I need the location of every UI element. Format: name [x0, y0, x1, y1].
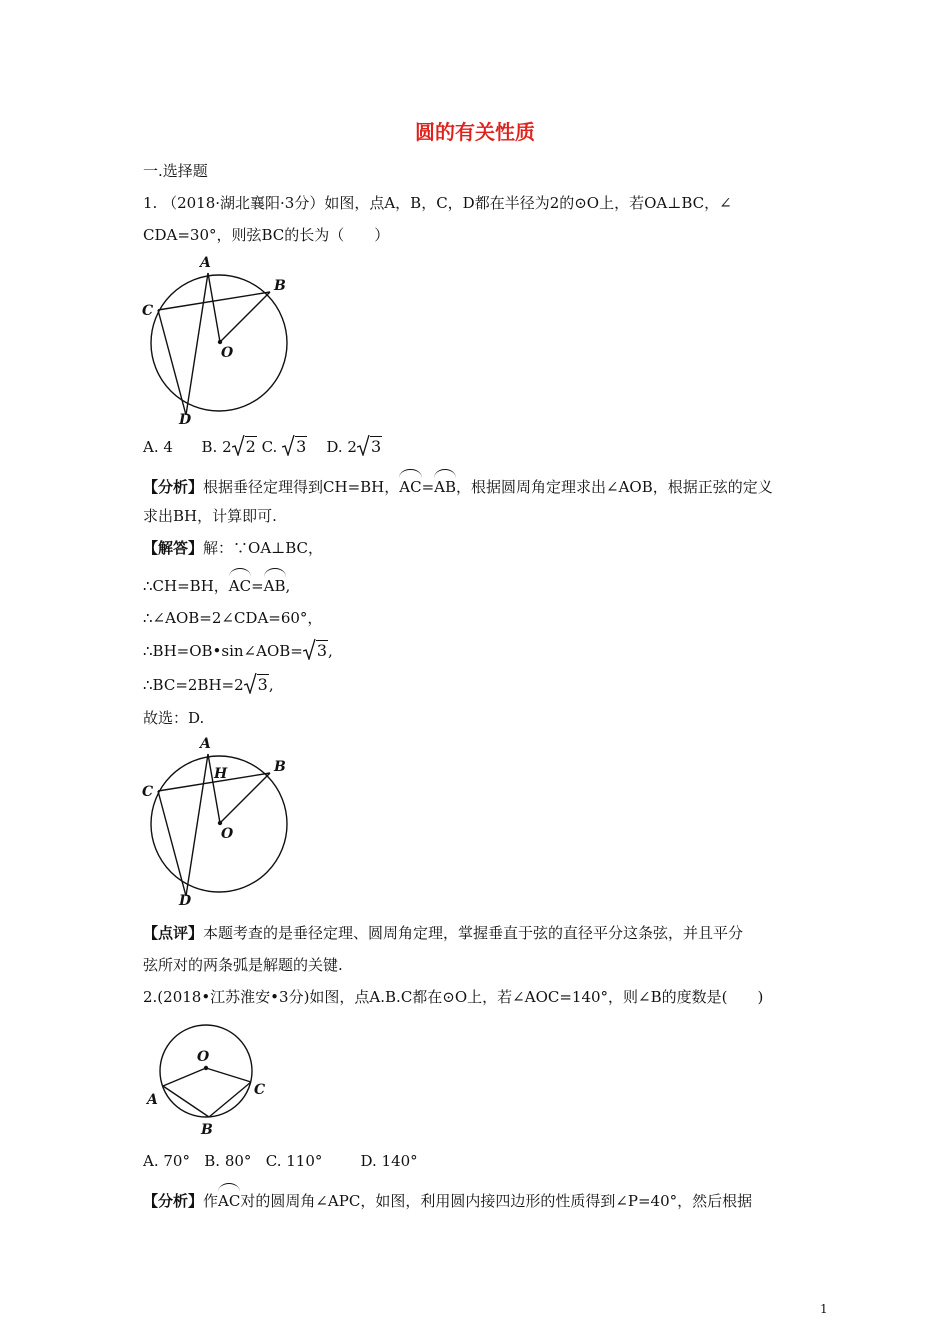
q1-sol-label-c: C: [142, 784, 154, 800]
q1-solution-line5: ∴BC=2BH=2 3,: [143, 674, 274, 696]
q1-sol-label-h: H: [214, 766, 228, 782]
q1-sol-label-o: O: [221, 826, 234, 842]
analysis-tag: 【分析】: [143, 1192, 204, 1210]
q1-options: [143, 436, 382, 458]
arc-ab: AB: [434, 473, 456, 498]
page-title: 圆的有关性质: [415, 120, 535, 144]
q1-option-c: C.: [261, 438, 278, 456]
q2-option-b: B. 80°: [204, 1152, 252, 1170]
q2-label-a: A: [147, 1092, 158, 1108]
arc-ac: AC: [218, 1187, 240, 1212]
arc-ac: AC: [229, 572, 251, 597]
radical-sign-icon: [282, 434, 295, 456]
sqrt-3: 3: [303, 640, 328, 662]
q1-comment-line1: 【点评】本题考查的是垂径定理、圆周角定理，掌握垂直于弦的直径平分这条弦，并且平分: [143, 924, 744, 942]
sqrt-2: 2: [232, 436, 257, 458]
page-number: 1: [820, 1302, 828, 1316]
q1-label-a: A: [200, 255, 211, 271]
radical-sign-icon: [357, 434, 370, 456]
radical-sign-icon: [232, 434, 245, 456]
q1-option-d: D. 2: [326, 438, 357, 456]
q2-option-d: D. 140°: [360, 1152, 418, 1170]
q1-solution-figure: [138, 733, 298, 913]
section-heading: 一.选择题: [143, 162, 208, 180]
q1-label-c: C: [142, 303, 154, 319]
q2-label-c: C: [254, 1082, 266, 1098]
q1-figure: [138, 252, 298, 432]
radical-sign-icon: [303, 638, 316, 660]
q1-stem-line2: CDA=30°，则弦BC的长为（ ）: [143, 226, 390, 244]
q1-solution-line4: ∴BH=OB•sin∠AOB= 3,: [143, 640, 333, 662]
q2-analysis-line1: 【分析】作AC对的圆周角∠APC，如图，利用圆内接四边形的性质得到∠P=40°，然后根据: [143, 1187, 752, 1212]
q1-sol-label-a: A: [200, 736, 211, 752]
q1-solution-line1: 【解答】解：∵OA⊥BC，: [143, 539, 324, 557]
analysis-tag: 【分析】: [143, 478, 204, 496]
q1-label-b: B: [274, 278, 286, 294]
q1-option-b: B. 2: [201, 438, 232, 456]
q1-analysis-line2: 求出BH，计算即可.: [143, 507, 277, 525]
q2-stem: 2.(2018•江苏淮安•3分)如图，点A.B.C都在⊙O上，若∠AOC=140°，则∠B的度数是( ): [143, 988, 764, 1006]
q1-solution-line2: ∴CH=BH，AC=AB,: [143, 572, 290, 597]
q2-label-b: B: [201, 1122, 213, 1138]
q2-option-c: C. 110°: [265, 1152, 323, 1170]
arc-ab: AB: [264, 572, 286, 597]
q1-sol-label-b: B: [274, 759, 286, 775]
q2-figure: [143, 1018, 273, 1140]
radical-sign-icon: [244, 672, 257, 694]
q1-label-d: D: [179, 412, 192, 428]
q1-comment-line2: 弦所对的两条弧是解题的关键.: [143, 956, 343, 974]
q2-option-a: A. 70°: [143, 1152, 190, 1170]
sqrt-3: 3: [282, 436, 307, 458]
sqrt-3: 3: [244, 674, 269, 696]
q2-options: [143, 1150, 418, 1172]
q1-stem-line1: 1. （2018·湖北襄阳·3分）如图，点A，B，C，D都在半径为2的⊙O上，若OA⊥BC，∠: [143, 194, 732, 212]
solution-tag: 【解答】: [143, 539, 204, 557]
q1-solution-line3: ∴∠AOB=2∠CDA=60°，: [143, 609, 323, 627]
q1-solution-line6: 故选：D.: [143, 709, 205, 727]
q1-label-o: O: [221, 345, 234, 361]
q1-option-a: A. 4: [143, 438, 173, 456]
q2-label-o: O: [197, 1049, 210, 1065]
comment-tag: 【点评】: [143, 924, 204, 942]
q1-analysis-line1: 【分析】根据垂径定理得到CH=BH，AC=AB，根据圆周角定理求出∠AOB，根据正弦的定义: [143, 473, 773, 498]
sqrt-3: 3: [357, 436, 382, 458]
arc-ac: AC: [399, 473, 421, 498]
q1-sol-label-d: D: [179, 893, 192, 909]
